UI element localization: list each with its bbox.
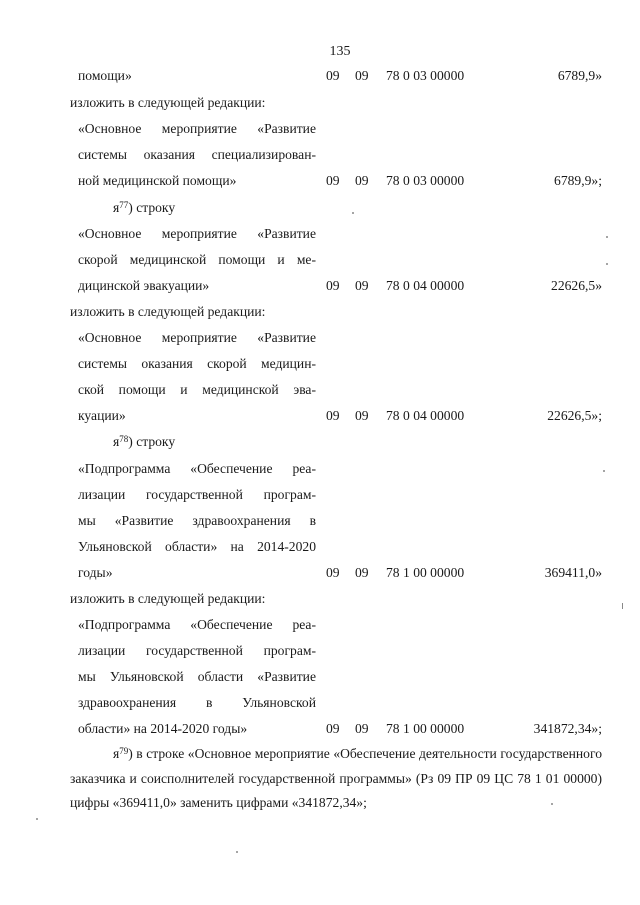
scan-speck [551,803,553,805]
value-amount: 6789,9»; [554,173,602,188]
row-text: здравоохранения в Ульяновской [78,695,316,710]
instruction-text: изложить в следующей редакции: [70,304,266,319]
row-text: «Подпрограмма «Обеспечение реа- [78,461,316,476]
row-text: дицинской эвакуации» [78,278,210,293]
subitem-letter: $я^{78}$) строку [113,434,176,449]
row-text: «Основное мероприятие «Развитие [78,226,316,241]
code-pr: 09 [355,408,369,423]
instruction-text: изложить в следующей редакции: [70,591,266,606]
instruction-text: изложить в следующей редакции: [70,95,266,110]
scan-speck [622,603,623,609]
scan-speck [603,470,605,472]
code-pr: 09 [355,565,369,580]
row-text: системы оказания специализирован- [78,147,316,162]
scan-speck [236,851,238,853]
scan-speck [606,263,608,265]
row-text: мы Ульяновской области «Развитие [78,669,316,684]
row-text: ской помощи и медицинской эва- [78,382,316,397]
page-number: 135 [329,44,351,59]
final-paragraph: $я^{79}$) в строке «Основное мероприятие «Обеспечение деятельности государственного заказчика и соисполнителей государственной программы» (Рз 09 ПР 09 ЦС 78 1 01 00000) цифры «369411,0» заменить цифрами «341872,34»; [70,746,602,810]
value-amount: 369411,0» [544,565,602,580]
code-pr: 09 [355,173,369,188]
code-pr: 09 [355,278,369,293]
code-cs: 78 1 00 00000 [386,565,465,580]
scan-speck [352,212,354,214]
row-text: годы» [78,565,113,580]
code-cs: 78 0 03 00000 [386,173,465,188]
code-cs: 78 0 03 00000 [386,68,465,83]
value-amount: 22626,5» [551,278,602,293]
row-text: «Подпрограмма «Обеспечение реа- [78,617,316,632]
code-cs: 78 0 04 00000 [386,278,465,293]
scan-speck [36,818,38,820]
row-text: скорой медицинской помощи и ме- [78,252,316,267]
subitem-letter: $я^{77}$) строку [113,200,176,215]
code-rz: 09 [326,408,340,423]
value-amount: 6789,9» [557,68,602,83]
row-text: Ульяновской области» на 2014-2020 [78,539,316,554]
row-text: «Основное мероприятие «Развитие [78,121,316,136]
row-text: области» на 2014-2020 годы» [78,721,248,736]
code-pr: 09 [355,68,369,83]
row-text: «Основное мероприятие «Развитие [78,330,316,345]
code-cs: 78 1 00 00000 [386,721,465,736]
value-amount: 341872,34»; [533,721,602,736]
row-text: ной медицинской помощи» [78,173,237,188]
row-text: помощи» [78,68,132,83]
code-rz: 09 [326,173,340,188]
row-text: мы «Развитие здравоохранения в [78,513,316,528]
row-text: лизации государственной програм- [78,487,316,502]
code-rz: 09 [326,565,340,580]
code-rz: 09 [326,68,340,83]
row-text: системы оказания скорой медицин- [78,356,316,371]
row-text: куации» [78,408,126,423]
code-rz: 09 [326,721,340,736]
code-rz: 09 [326,278,340,293]
scan-speck [606,236,608,238]
value-amount: 22626,5»; [547,408,602,423]
code-cs: 78 0 04 00000 [386,408,465,423]
row-text: лизации государственной програм- [78,643,316,658]
code-pr: 09 [355,721,369,736]
